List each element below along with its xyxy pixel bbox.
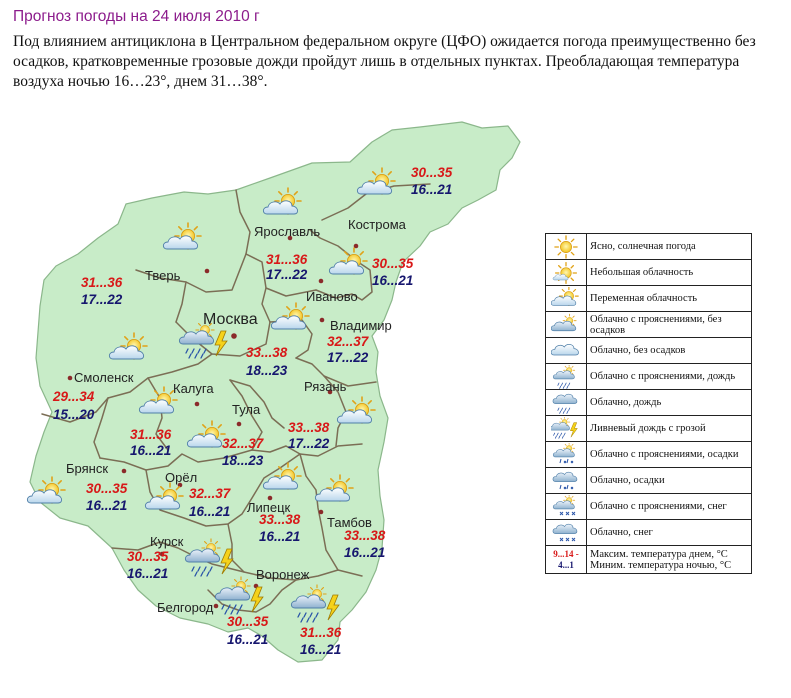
legend-table (545, 233, 752, 574)
temp-max-yaroslavl: 31...36 (266, 252, 308, 267)
region-name-yaroslavl: Ярославль (254, 224, 321, 239)
legend-row (546, 442, 752, 468)
temp-max-orel: 32...37 (189, 486, 231, 501)
cloud-rain-icon (551, 391, 581, 415)
legend-row (546, 390, 752, 416)
temp-max-smolensk: 29...34 (53, 389, 95, 404)
legend-label: Облачно с прояснениями, снег (587, 494, 752, 520)
page-title: Прогноз погоды на 24 июля 2010 г (13, 8, 260, 25)
legend-label: Облачно с прояснениями, без осадков (587, 312, 752, 338)
temp-min-tula: 18...23 (222, 453, 264, 468)
temp-min-tambov: 16...21 (344, 545, 386, 560)
temp-key-min-label: Миним. температура ночью, °С (590, 559, 732, 571)
temp-min-bryansk: 16...21 (86, 498, 128, 513)
region-name-vladimir: Владимир (330, 318, 392, 333)
temp-min-ryazan: 17...22 (288, 436, 330, 451)
legend-label: Ливневый дождь с грозой (587, 416, 752, 442)
temp-max-moscow: 33...38 (246, 345, 288, 360)
temp-key-max-label: Максим. температура днем, °С (590, 548, 728, 560)
legend-row (546, 234, 752, 260)
temp-max-belgorod: 30...35 (227, 614, 269, 629)
legend-row (546, 286, 752, 312)
temp-min-smolensk: 15...20 (53, 407, 95, 422)
temp-min-kostroma: 16...21 (411, 182, 453, 197)
temp-key-min-sample: 4...1 (558, 559, 574, 570)
region-name-ivanovo: Иваново (306, 289, 358, 304)
temp-max-lipetsk: 33...38 (259, 512, 301, 527)
legend-label: Облачно с прояснениями, дождь (587, 364, 752, 390)
temp-min-voronezh: 16...21 (300, 642, 342, 657)
cloudy-clearing-icon (551, 313, 581, 337)
region-name-smolensk: Смоленск (74, 370, 134, 385)
legend-label: Переменная облачность (587, 286, 752, 312)
cloud-sleet-icon (551, 469, 581, 493)
legend-label: Небольшая облачность (587, 260, 752, 286)
cloud-icon (551, 339, 581, 363)
legend-row (546, 494, 752, 520)
legend-label: Ясно, солнечная погода (587, 234, 752, 260)
forecast-summary: Под влиянием антициклона в Центральном федеральном округе (ЦФО) ожидается погода преимущественно без осадков, кратковременные грозовые дожди пройдут лишь в отдельных пунктах. Преобладающая температура воздуха ночью 16…23°, днем 31…38°. (13, 33, 756, 90)
cloudy-clearing-sleet-icon (551, 443, 581, 467)
region-name-tambov: Тамбов (327, 515, 372, 530)
legend-row (546, 312, 752, 338)
temp-min-tver: 17...22 (81, 292, 123, 307)
legend-row (546, 364, 752, 390)
temp-max-bryansk: 30...35 (86, 481, 128, 496)
temp-min-belgorod: 16...21 (227, 632, 269, 647)
region-name-tver: Тверь (145, 268, 181, 283)
legend-label: Облачно, без осадков (587, 338, 752, 364)
legend-row (546, 338, 752, 364)
region-name-kostroma: Кострома (348, 217, 406, 232)
region-name-kaluga: Калуга (173, 381, 214, 396)
region-name-voronezh: Воронеж (256, 567, 310, 582)
temp-max-vladimir: 32...37 (327, 334, 369, 349)
temp-max-kostroma: 30...35 (411, 165, 453, 180)
temp-max-kursk: 30...35 (127, 549, 169, 564)
temp-min-kursk: 16...21 (127, 566, 169, 581)
temp-min-ivanovo: 16...21 (372, 273, 414, 288)
sun-small-cloud-icon (551, 261, 581, 285)
temp-max-tambov: 33...38 (344, 528, 386, 543)
temp-min-orel: 16...21 (189, 504, 231, 519)
region-name-lipetsk: Липецк (247, 500, 291, 515)
legend-temperature-key (546, 546, 752, 574)
cloud-snow-icon (551, 521, 581, 545)
temp-max-tver: 31...36 (81, 275, 123, 290)
temp-min-moscow: 18...23 (246, 363, 288, 378)
region-name-kursk: Курск (150, 534, 184, 549)
temp-max-ivanovo: 30...35 (372, 256, 414, 271)
sun-icon (551, 235, 581, 259)
region-name-orel: Орёл (165, 470, 198, 485)
region-name-moscow: Москва (203, 311, 258, 328)
legend-row (546, 416, 752, 442)
cloudy-clearing-rain-icon (551, 365, 581, 389)
legend-label: Облачно, дождь (587, 390, 752, 416)
legend-row (546, 260, 752, 286)
temp-max-ryazan: 33...38 (288, 420, 330, 435)
legend-label: Облачно, осадки (587, 468, 752, 494)
temp-min-yaroslavl: 17...22 (266, 267, 308, 282)
temp-max-voronezh: 31...36 (300, 625, 342, 640)
cloudy-clearing-snow-icon (551, 495, 581, 519)
region-name-ryazan: Рязань (304, 379, 347, 394)
temp-max-tula: 32...37 (222, 436, 264, 451)
temp-min-vladimir: 17...22 (327, 350, 369, 365)
thunder-shower-icon (551, 417, 581, 441)
legend-label: Облачно, снег (587, 520, 752, 546)
legend-row (546, 520, 752, 546)
temp-key-max-sample: 9...14 - (553, 548, 579, 559)
legend-row (546, 468, 752, 494)
temp-min-kaluga: 16...21 (130, 443, 172, 458)
region-name-tula: Тула (232, 402, 261, 417)
legend-label: Облачно с прояснениями, осадки (587, 442, 752, 468)
region-name-belgorod: Белгород (157, 600, 214, 615)
partly-cloudy-icon (551, 287, 581, 311)
temp-max-kaluga: 31...36 (130, 427, 172, 442)
region-name-bryansk: Брянск (66, 461, 109, 476)
temp-min-lipetsk: 16...21 (259, 529, 301, 544)
